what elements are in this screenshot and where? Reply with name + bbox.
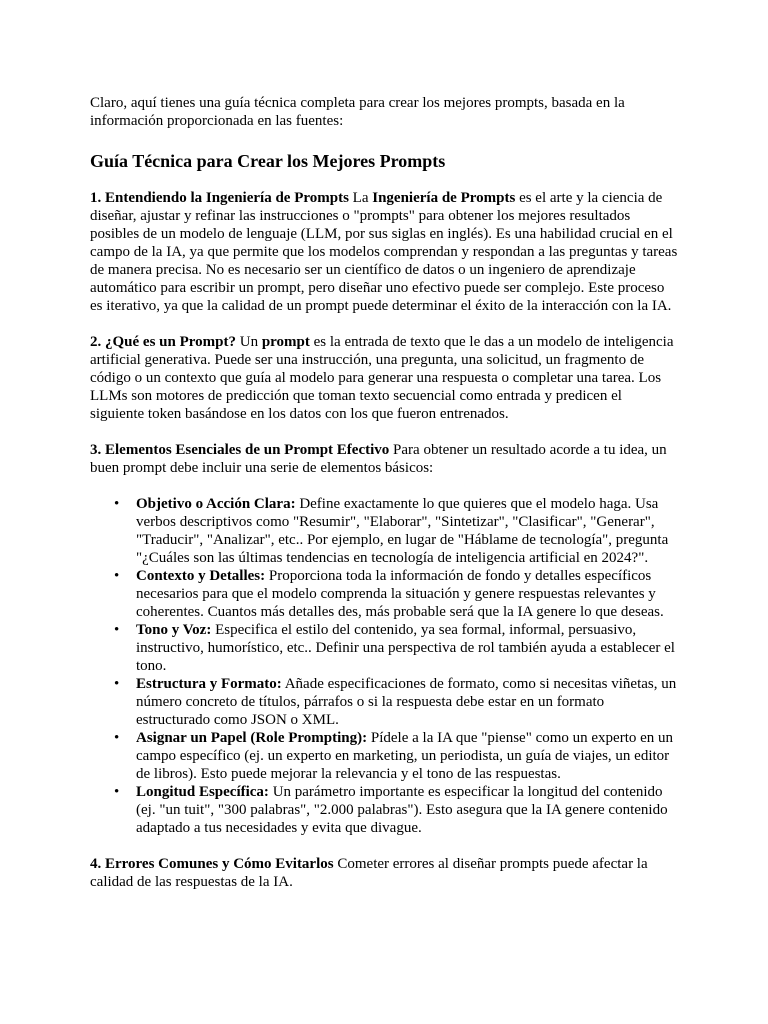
bullet-icon: • xyxy=(114,568,120,584)
section-4-heading: 4. Errores Comunes y Cómo Evitarlos xyxy=(90,856,334,872)
list-item-label: Asignar un Papel (Role Prompting): xyxy=(136,730,368,746)
section-2-paragraph xyxy=(90,333,678,423)
list-item-label: Tono y Voz: xyxy=(136,622,212,638)
bullet-icon: • xyxy=(114,676,120,692)
document-title: Guía Técnica para Crear los Mejores Prompts xyxy=(90,151,446,171)
list-item-text: Proporciona toda la información de fondo y detalles específicos necesarios para que el modelo comprenda la situación y genere respuestas relevantes y coherentes. Cuantos más detalles des, más probable será que la IA genere lo que deseas. xyxy=(136,568,664,620)
list-item xyxy=(114,621,678,675)
list-item-label: Longitud Específica: xyxy=(136,784,269,800)
list-item xyxy=(114,675,678,729)
section-1-paragraph xyxy=(90,189,678,315)
list-item xyxy=(114,567,678,621)
section-3-heading: 3. Elementos Esenciales de un Prompt Efectivo xyxy=(90,442,390,458)
list-item-label: Objetivo o Acción Clara: xyxy=(136,496,296,512)
section-3-body: Para obtener un resultado acorde a tu idea, un buen prompt debe incluir una serie de elementos básicos: xyxy=(90,442,667,476)
section-2-body: es la entrada de texto que le das a un modelo de inteligencia artificial generativa. Puede ser una instrucción, una pregunta, una solicitud, un fragmento de código o un contexto que guía al modelo para generar una respuesta o completar una tarea. Los LLMs son motores de predicción que toman texto secuencial como entrada y predicen el siguiente token basándose en los datos con los que fueron entrenados. xyxy=(90,334,674,422)
intro-paragraph: Claro, aquí tienes una guía técnica completa para crear los mejores prompts, basada en la información proporcionada en las fuentes: xyxy=(90,95,625,129)
list-item xyxy=(114,783,678,837)
list-item xyxy=(114,495,678,567)
section-4-body: Cometer errores al diseñar prompts puede afectar la calidad de las respuestas de la IA. xyxy=(90,856,648,890)
section-4-paragraph xyxy=(90,855,678,891)
section-2-term: prompt xyxy=(261,334,310,350)
list-item-label: Estructura y Formato: xyxy=(136,676,282,692)
section-1-heading: 1. Entendiendo la Ingeniería de Prompts xyxy=(90,190,349,206)
bullet-icon: • xyxy=(114,622,120,638)
section-2-heading: 2. ¿Qué es un Prompt? xyxy=(90,334,236,350)
bullet-icon: • xyxy=(114,784,120,800)
section-2-pre: Un xyxy=(235,334,262,350)
list-item xyxy=(114,729,678,783)
list-item-text: Pídele a la IA que "piense" como un experto en un campo específico (ej. un experto en marketing, un periodista, un guía de viajes, un editor de libros). Esto puede mejorar la relevancia y el tono de las respuestas. xyxy=(136,730,674,782)
list-item-text: Define exactamente lo que quieres que el modelo haga. Usa verbos descriptivos como "Resumir", "Elaborar", "Sintetizar", "Clasificar", "Generar", "Traducir", "Analizar", etc.. Por ejemplo, en lugar de "Háblame de tecnología", pregunta "¿Cuáles son las últimas tendencias en tecnología de inteligencia artificial en 2024?". xyxy=(136,496,669,566)
section-3-paragraph xyxy=(90,441,678,477)
bullet-icon: • xyxy=(114,496,120,512)
section-1-body: es el arte y la ciencia de diseñar, ajustar y refinar las instrucciones o "prompts" para obtener los mejores resultados posibles de un modelo de lenguaje (LLM, por sus siglas en inglés). Es una habilidad crucial en el campo de la IA, ya que permite que los modelos comprendan y respondan a las preguntas y tareas de manera precisa. No es necesario ser un científico de datos o un ingeniero de aprendizaje automático para escribir un prompt, pero diseñar uno efectivo puede ser complejo. Este proceso es iterativo, ya que la calidad de un prompt puede determinar el éxito de la interacción con la IA. xyxy=(90,190,678,314)
list-item-label: Contexto y Detalles: xyxy=(136,568,266,584)
elements-list xyxy=(90,495,678,837)
section-1-pre: La xyxy=(348,190,373,206)
list-item-text: Un parámetro importante es especificar la longitud del contenido (ej. "un tuit", "300 palabras", "2.000 palabras"). Esto asegura que la IA genere contenido adaptado a tus necesidades y evita que divague. xyxy=(136,784,668,836)
list-item-text: Especifica el estilo del contenido, ya sea formal, informal, persuasivo, instructivo, humorístico, etc.. Definir una perspectiva de rol también ayuda a establecer el tono. xyxy=(136,622,675,674)
list-item-text: Añade especificaciones de formato, como si necesitas viñetas, un número concreto de títulos, párrafos o si la respuesta debe estar en un formato estructurado como JSON o XML. xyxy=(136,676,677,728)
bullet-icon: • xyxy=(114,730,120,746)
section-1-term: Ingeniería de Prompts xyxy=(372,190,516,206)
